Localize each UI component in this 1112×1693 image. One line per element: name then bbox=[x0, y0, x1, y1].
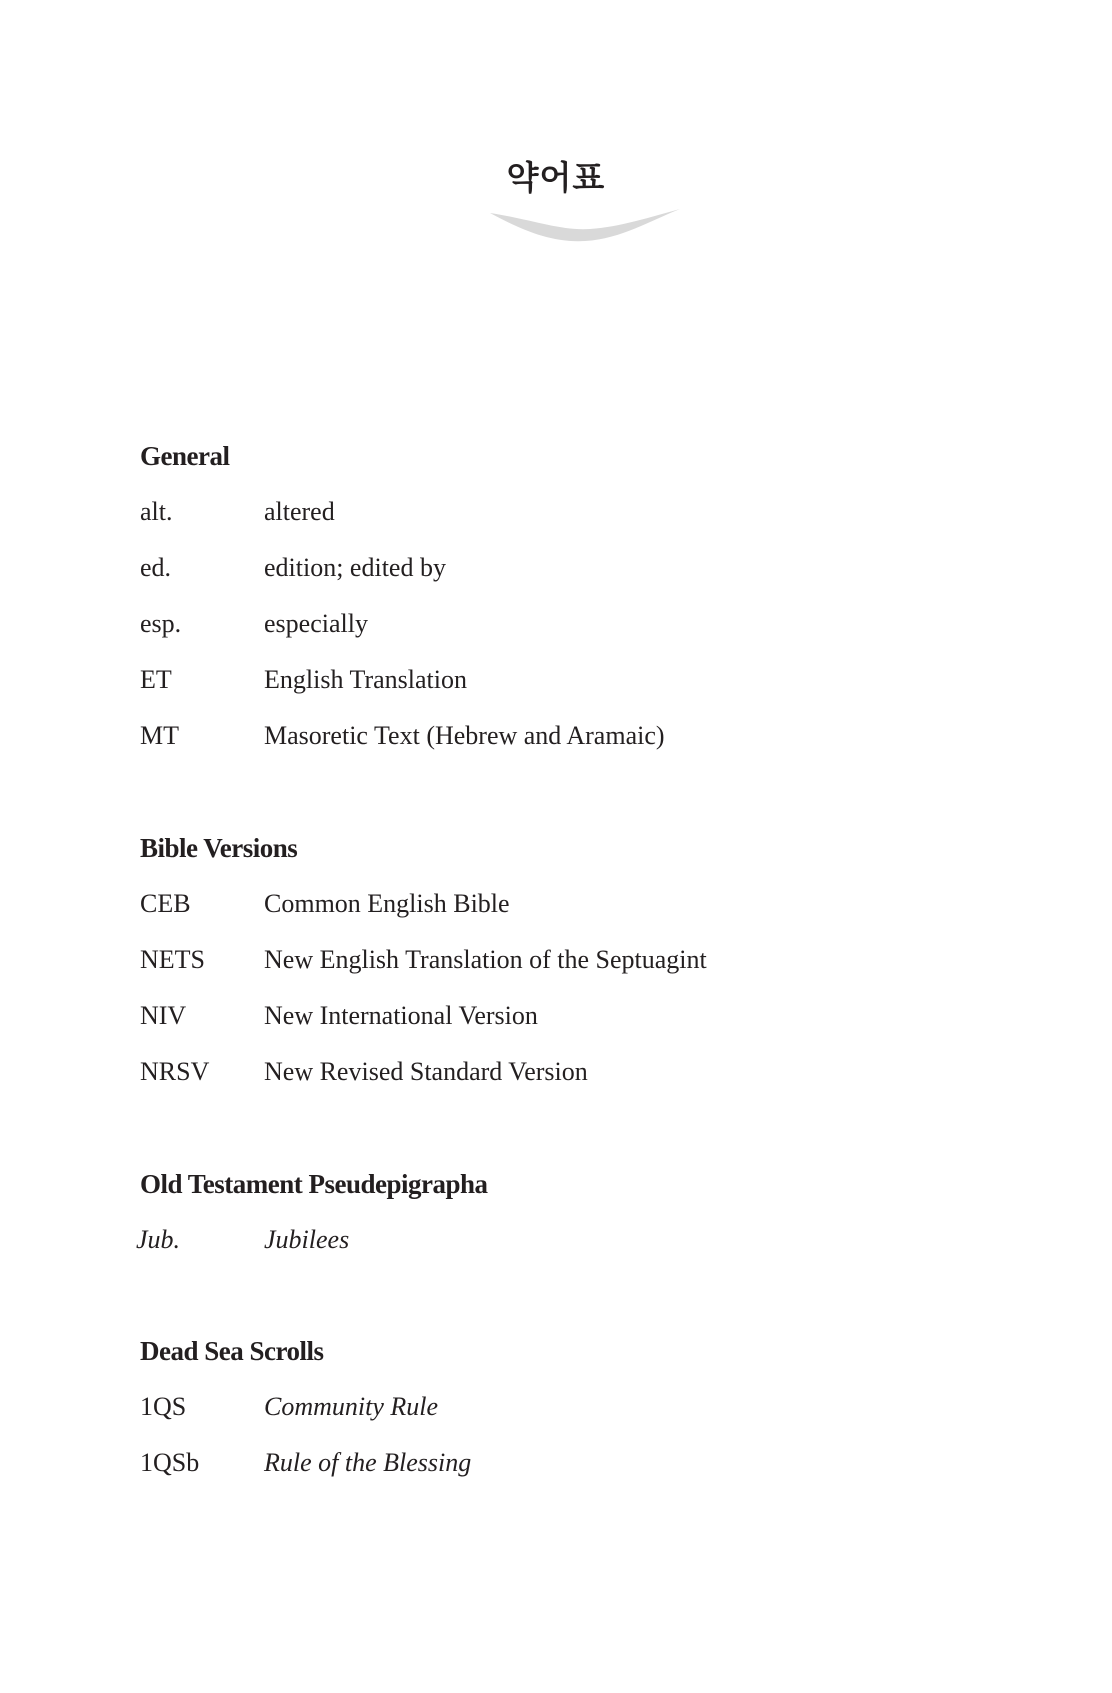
abbreviation: NIV bbox=[140, 1001, 187, 1030]
abbreviation-row bbox=[140, 652, 940, 708]
abbreviation-row bbox=[140, 988, 940, 1044]
abbreviation: CEB bbox=[140, 889, 191, 918]
definition: Community Rule bbox=[264, 1392, 439, 1421]
section-heading: Old Testament Pseudepigrapha bbox=[140, 1169, 488, 1199]
definition: Jubilees bbox=[264, 1225, 350, 1254]
abbreviation: esp. bbox=[140, 609, 182, 638]
abbreviation-row bbox=[140, 484, 940, 540]
abbreviation-row bbox=[140, 540, 940, 596]
definition: New English Translation of the Septuagint bbox=[264, 945, 707, 974]
abbreviation: Jub. bbox=[136, 1225, 181, 1254]
abbreviation-row bbox=[140, 1379, 940, 1435]
section-dead-sea-scrolls bbox=[140, 1323, 940, 1491]
abbreviation: ed. bbox=[140, 553, 172, 582]
abbreviation-row bbox=[140, 932, 940, 988]
definition: New Revised Standard Version bbox=[264, 1057, 588, 1086]
definition: edition; edited by bbox=[264, 553, 446, 582]
abbreviation-row bbox=[140, 708, 940, 764]
abbreviation-row bbox=[140, 876, 940, 932]
abbreviation-row bbox=[140, 1435, 940, 1491]
section-heading: General bbox=[140, 441, 230, 471]
section-general bbox=[140, 428, 940, 764]
abbreviation-row bbox=[140, 596, 940, 652]
abbreviation-row bbox=[136, 1212, 940, 1268]
section-heading: Dead Sea Scrolls bbox=[140, 1336, 324, 1366]
abbreviation: NETS bbox=[140, 945, 205, 974]
abbreviation: 1QSb bbox=[140, 1448, 200, 1477]
definition: Rule of the Blessing bbox=[264, 1448, 472, 1477]
abbreviation: NRSV bbox=[140, 1057, 210, 1086]
decorative-swoosh bbox=[490, 205, 680, 245]
definition: Masoretic Text (Hebrew and Aramaic) bbox=[264, 721, 665, 750]
section-old-testament-pseudepigrapha bbox=[136, 1156, 940, 1268]
abbreviation: 1QS bbox=[140, 1392, 187, 1421]
definition: altered bbox=[264, 497, 335, 526]
definition: New International Version bbox=[264, 1001, 538, 1030]
page-title: 약어표 bbox=[506, 158, 606, 197]
section-bible-versions bbox=[140, 820, 940, 1100]
section-heading: Bible Versions bbox=[140, 833, 298, 863]
abbreviation: alt. bbox=[140, 497, 173, 526]
definition: English Translation bbox=[264, 665, 467, 694]
definition: especially bbox=[264, 609, 368, 638]
abbreviation-row bbox=[140, 1044, 940, 1100]
definition: Common English Bible bbox=[264, 889, 510, 918]
abbreviation: MT bbox=[140, 721, 179, 750]
abbreviation: ET bbox=[140, 665, 172, 694]
